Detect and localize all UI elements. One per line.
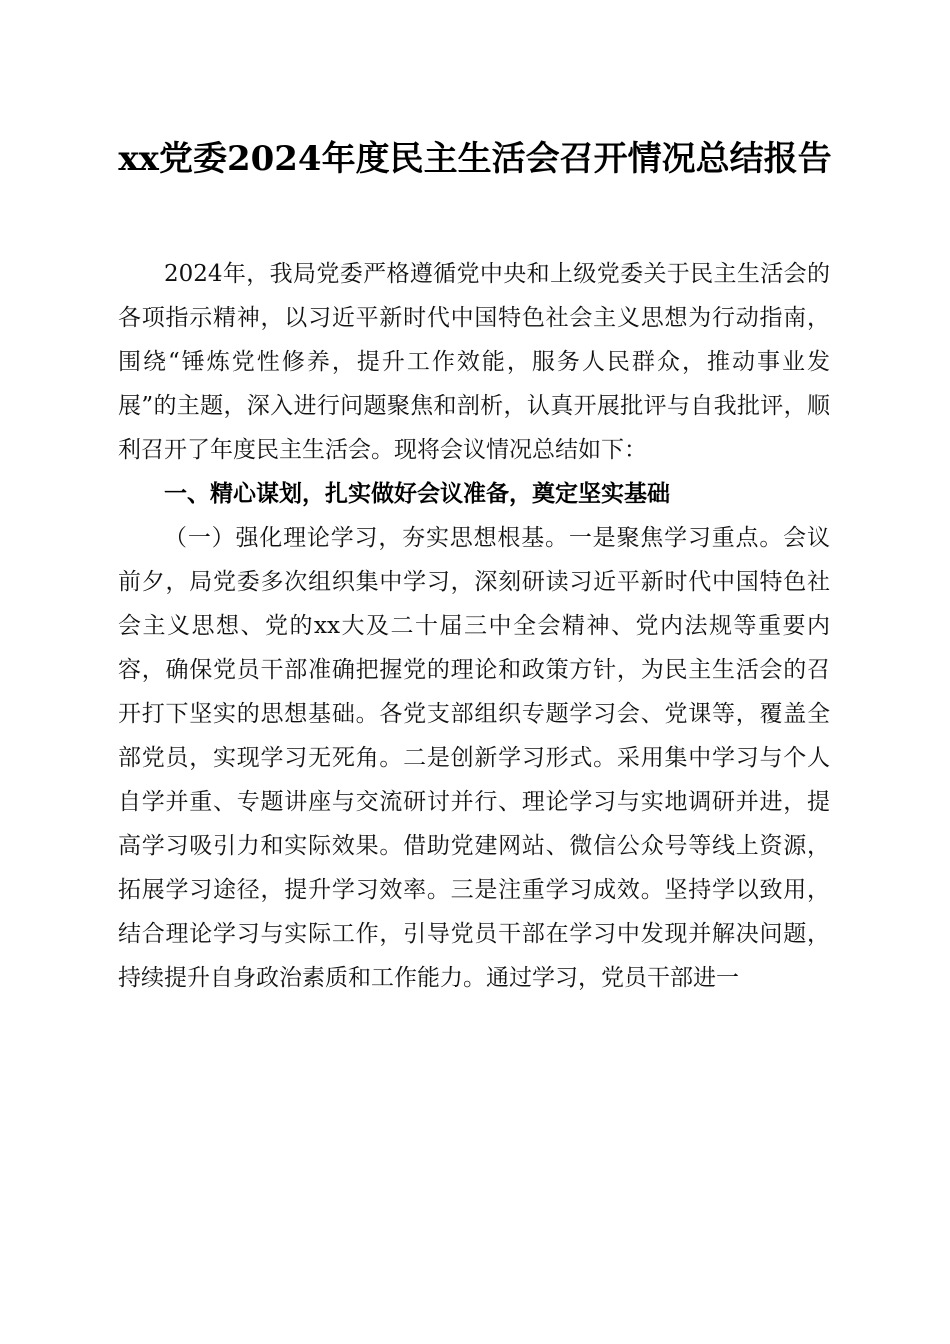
- document-body: [118, 252, 830, 1000]
- document-title: xx党委2024年度民主生活会召开情况总结报告: [118, 139, 832, 179]
- intro-paragraph: 2024年，我局党委严格遵循党中央和上级党委关于民主生活会的各项指示精神，以习近平新时代中国特色社会主义思想为行动指南，围绕“锤炼党性修养，提升工作效能，服务人民群众，推动事业发展”的主题，深入进行问题聚焦和剖析，认真开展批评与自我批评，顺利召开了年度民主生活会。现将会议情况总结如下：: [118, 261, 830, 463]
- section-1-paragraph: （一）强化理论学习，夯实思想根基。一是聚焦学习重点。会议前夕，局党委多次组织集中学习，深刻研读习近平新时代中国特色社会主义思想、党的xx大及二十届三中全会精神、党内法规等重要内容，确保党员干部准确把握党的理论和政策方针，为民主生活会的召开打下坚实的思想基础。各党支部组织专题学习会、党课等，覆盖全部党员，实现学习无死角。二是创新学习形式。采用集中学习与个人自学并重、专题讲座与交流研讨并行、理论学习与实地调研并进，提高学习吸引力和实际效果。借助党建网站、微信公众号等线上资源，拓展学习途径，提升学习效率。三是注重学习成效。坚持学以致用，结合理论学习与实际工作，引导党员干部在学习中发现并解决问题，持续提升自身政治素质和工作能力。通过学习，党员干部进一: [118, 525, 830, 991]
- section-heading-1: 一、精心谋划，扎实做好会议准备，奠定坚实基础: [164, 481, 670, 507]
